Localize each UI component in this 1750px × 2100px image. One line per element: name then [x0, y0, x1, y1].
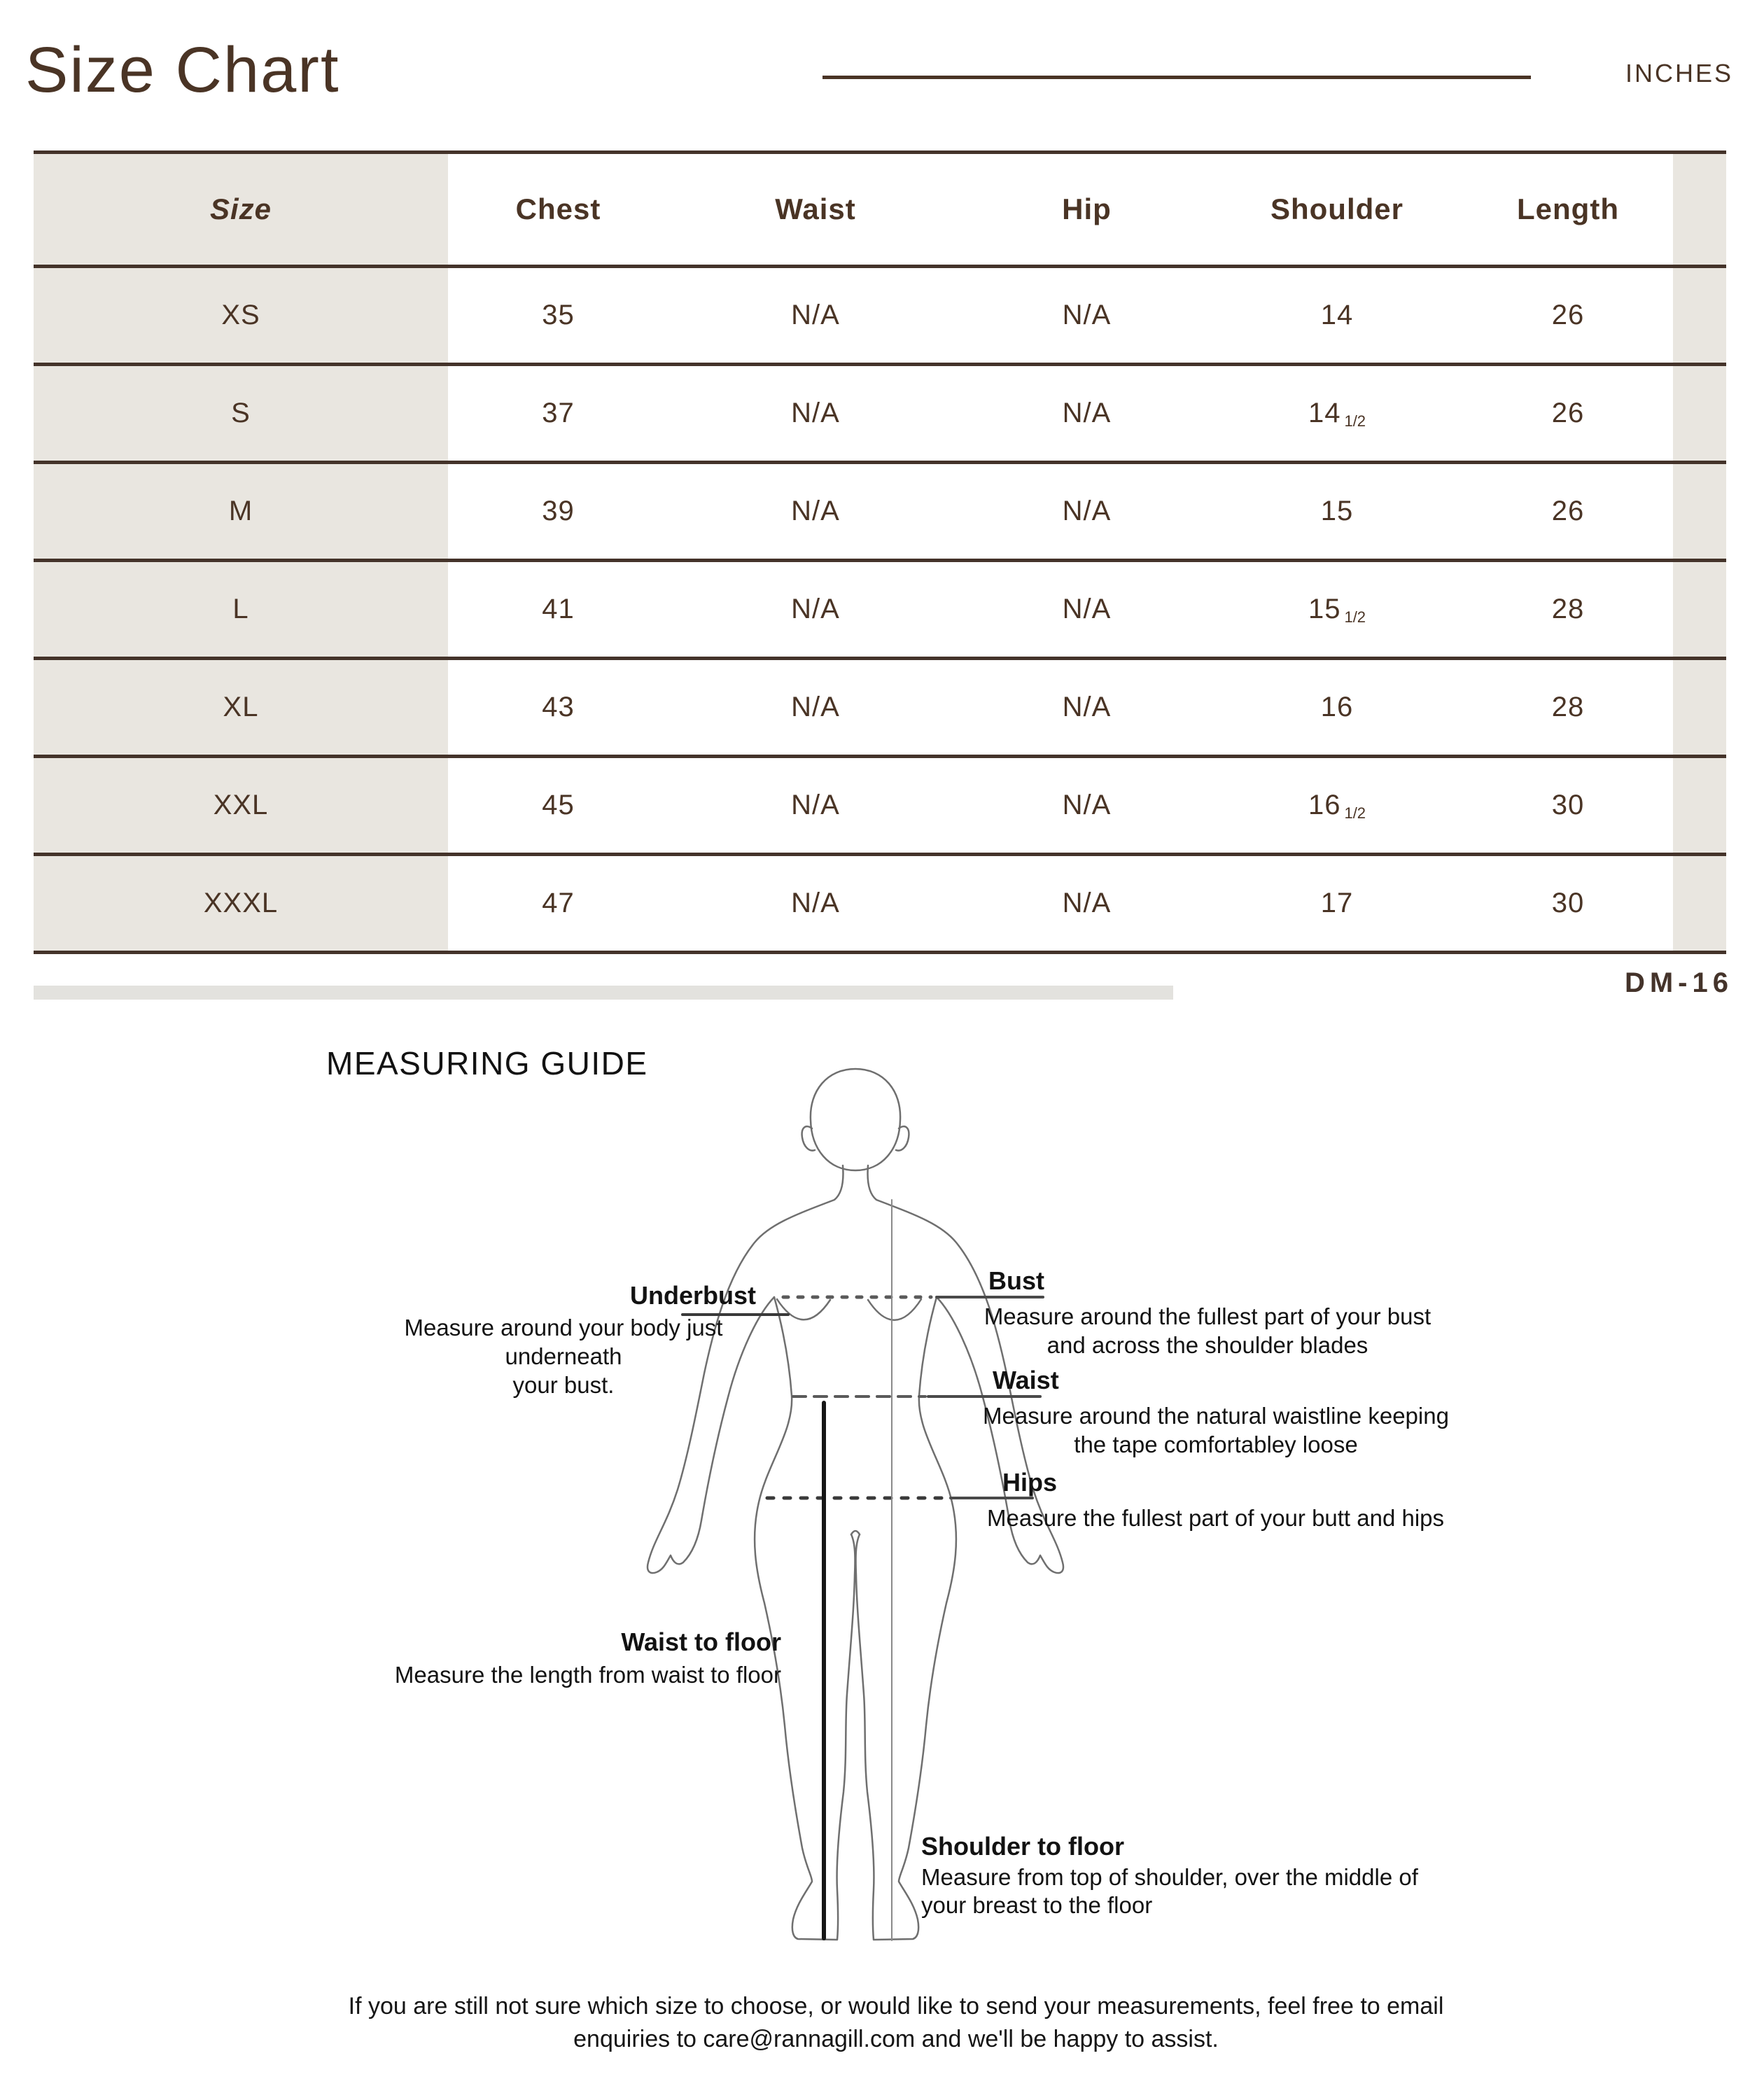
waist-cell: N/A	[791, 398, 840, 428]
bust-description-line1: Measure around the fullest part of your bust	[983, 1303, 1432, 1329]
footer-note-line1: If you are still not sure which size to choose, or would like to send your measurements, feel free to email	[348, 1993, 1444, 2019]
size-cell: XS	[34, 268, 448, 363]
chest-cell: 35	[542, 300, 575, 330]
length-cell: 26	[1551, 496, 1585, 526]
size-cell: L	[34, 562, 448, 657]
size-cell: XXXL	[34, 856, 448, 951]
shoulder-to-floor-description-line2: your breast to the floor	[921, 1892, 1153, 1918]
hip-cell: N/A	[1062, 398, 1112, 428]
figure-breast-left	[777, 1299, 830, 1320]
table-row	[34, 268, 1726, 366]
measuring-guide-title: MEASURING GUIDE	[326, 1045, 648, 1082]
title-divider-line	[822, 76, 1531, 79]
waist-cell: N/A	[791, 692, 840, 722]
table-row	[34, 660, 1726, 758]
length-cell: 28	[1551, 692, 1585, 722]
length-cell: 28	[1551, 594, 1585, 624]
row-strip	[1673, 562, 1726, 657]
unit-label: INCHES	[1625, 59, 1733, 88]
shoulder-cell: 17	[1320, 888, 1354, 918]
hip-cell: N/A	[1062, 692, 1112, 722]
table-row	[34, 856, 1726, 954]
shoulder-cell: 16 1/2	[1308, 790, 1366, 822]
row-strip	[1673, 856, 1726, 951]
chest-cell: 41	[542, 594, 575, 624]
table-row	[34, 366, 1726, 464]
column-header-chest: Chest	[515, 192, 601, 225]
divider-bar	[34, 986, 1173, 1000]
footer-note	[88, 1990, 1704, 2056]
chest-cell: 47	[542, 888, 575, 918]
table-header-row	[34, 154, 1726, 268]
table-row	[34, 758, 1726, 856]
waist-cell: N/A	[791, 790, 840, 820]
table-right-strip	[1673, 154, 1726, 265]
waist-cell: N/A	[791, 594, 840, 624]
length-cell: 30	[1551, 888, 1585, 918]
shoulder-cell: 15 1/2	[1308, 594, 1366, 626]
figure-crotch	[851, 1531, 860, 1534]
waist-label: Waist	[993, 1366, 1059, 1394]
size-cell: M	[34, 464, 448, 559]
column-header-length: Length	[1517, 192, 1619, 225]
shoulder-to-floor-description	[921, 1863, 1453, 1919]
hip-cell: N/A	[1062, 496, 1112, 526]
hip-cell: N/A	[1062, 594, 1112, 624]
size-cell: S	[34, 366, 448, 461]
row-strip	[1673, 660, 1726, 755]
shoulder-cell: 14 1/2	[1308, 398, 1366, 430]
figure-breast-right	[868, 1299, 921, 1320]
hip-cell: N/A	[1062, 888, 1112, 918]
size-table-body	[34, 268, 1726, 954]
hip-cell: N/A	[1062, 300, 1112, 330]
waist-cell: N/A	[791, 300, 840, 330]
shoulder-to-floor-description-line1: Measure from top of shoulder, over the middle of	[921, 1864, 1418, 1890]
bust-description	[980, 1302, 1435, 1359]
length-cell: 26	[1551, 300, 1585, 330]
size-chart-table	[34, 150, 1726, 954]
chest-cell: 45	[542, 790, 575, 820]
underbust-label: Underbust	[630, 1281, 756, 1310]
waist-cell: N/A	[791, 888, 840, 918]
bust-label: Bust	[988, 1266, 1044, 1295]
waist-description-line2: the tape comfortabley loose	[1074, 1432, 1358, 1457]
row-strip	[1673, 464, 1726, 559]
underbust-description	[343, 1313, 784, 1399]
hip-cell: N/A	[1062, 790, 1112, 820]
shoulder-cell: 15	[1320, 496, 1354, 526]
shoulder-to-floor-label: Shoulder to floor	[921, 1832, 1124, 1861]
page-title: Size Chart	[25, 34, 340, 106]
fraction-value: 1/2	[1344, 412, 1366, 430]
shoulder-cell: 14	[1320, 300, 1354, 330]
column-header-waist: Waist	[775, 192, 856, 225]
table-row	[34, 464, 1726, 562]
underbust-description-line2: your bust.	[512, 1372, 615, 1398]
table-row	[34, 562, 1726, 660]
column-header-hip: Hip	[1062, 192, 1112, 225]
size-cell: XXL	[34, 758, 448, 853]
waist-to-floor-description: Measure the length from waist to floor	[394, 1662, 781, 1688]
row-strip	[1673, 268, 1726, 363]
waist-to-floor-label: Waist to floor	[621, 1628, 781, 1656]
row-strip	[1673, 758, 1726, 853]
chest-cell: 37	[542, 398, 575, 428]
footer-note-line2: enquiries to care@rannagill.com and we'll be happy to assist.	[573, 2026, 1219, 2052]
waist-cell: N/A	[791, 496, 840, 526]
row-strip	[1673, 366, 1726, 461]
hips-description: Measure the fullest part of your butt and hips	[987, 1505, 1445, 1531]
bust-description-line2: and across the shoulder blades	[1046, 1332, 1368, 1358]
chest-cell: 43	[542, 692, 575, 722]
column-header-size: Size	[34, 154, 448, 265]
column-header-shoulder: Shoulder	[1270, 192, 1404, 225]
chest-cell: 39	[542, 496, 575, 526]
fraction-value: 1/2	[1344, 804, 1366, 822]
length-cell: 26	[1551, 398, 1585, 428]
size-cell: XL	[34, 660, 448, 755]
style-code-badge: DM-16	[1624, 967, 1733, 998]
fraction-value: 1/2	[1344, 608, 1366, 626]
waist-description	[974, 1401, 1457, 1459]
underbust-description-line1: Measure around your body just underneath	[404, 1315, 723, 1369]
figure-head	[811, 1069, 900, 1170]
waist-description-line1: Measure around the natural waistline keeping	[983, 1403, 1449, 1429]
shoulder-cell: 16	[1320, 692, 1354, 722]
hips-label: Hips	[1002, 1468, 1058, 1497]
length-cell: 30	[1551, 790, 1585, 820]
